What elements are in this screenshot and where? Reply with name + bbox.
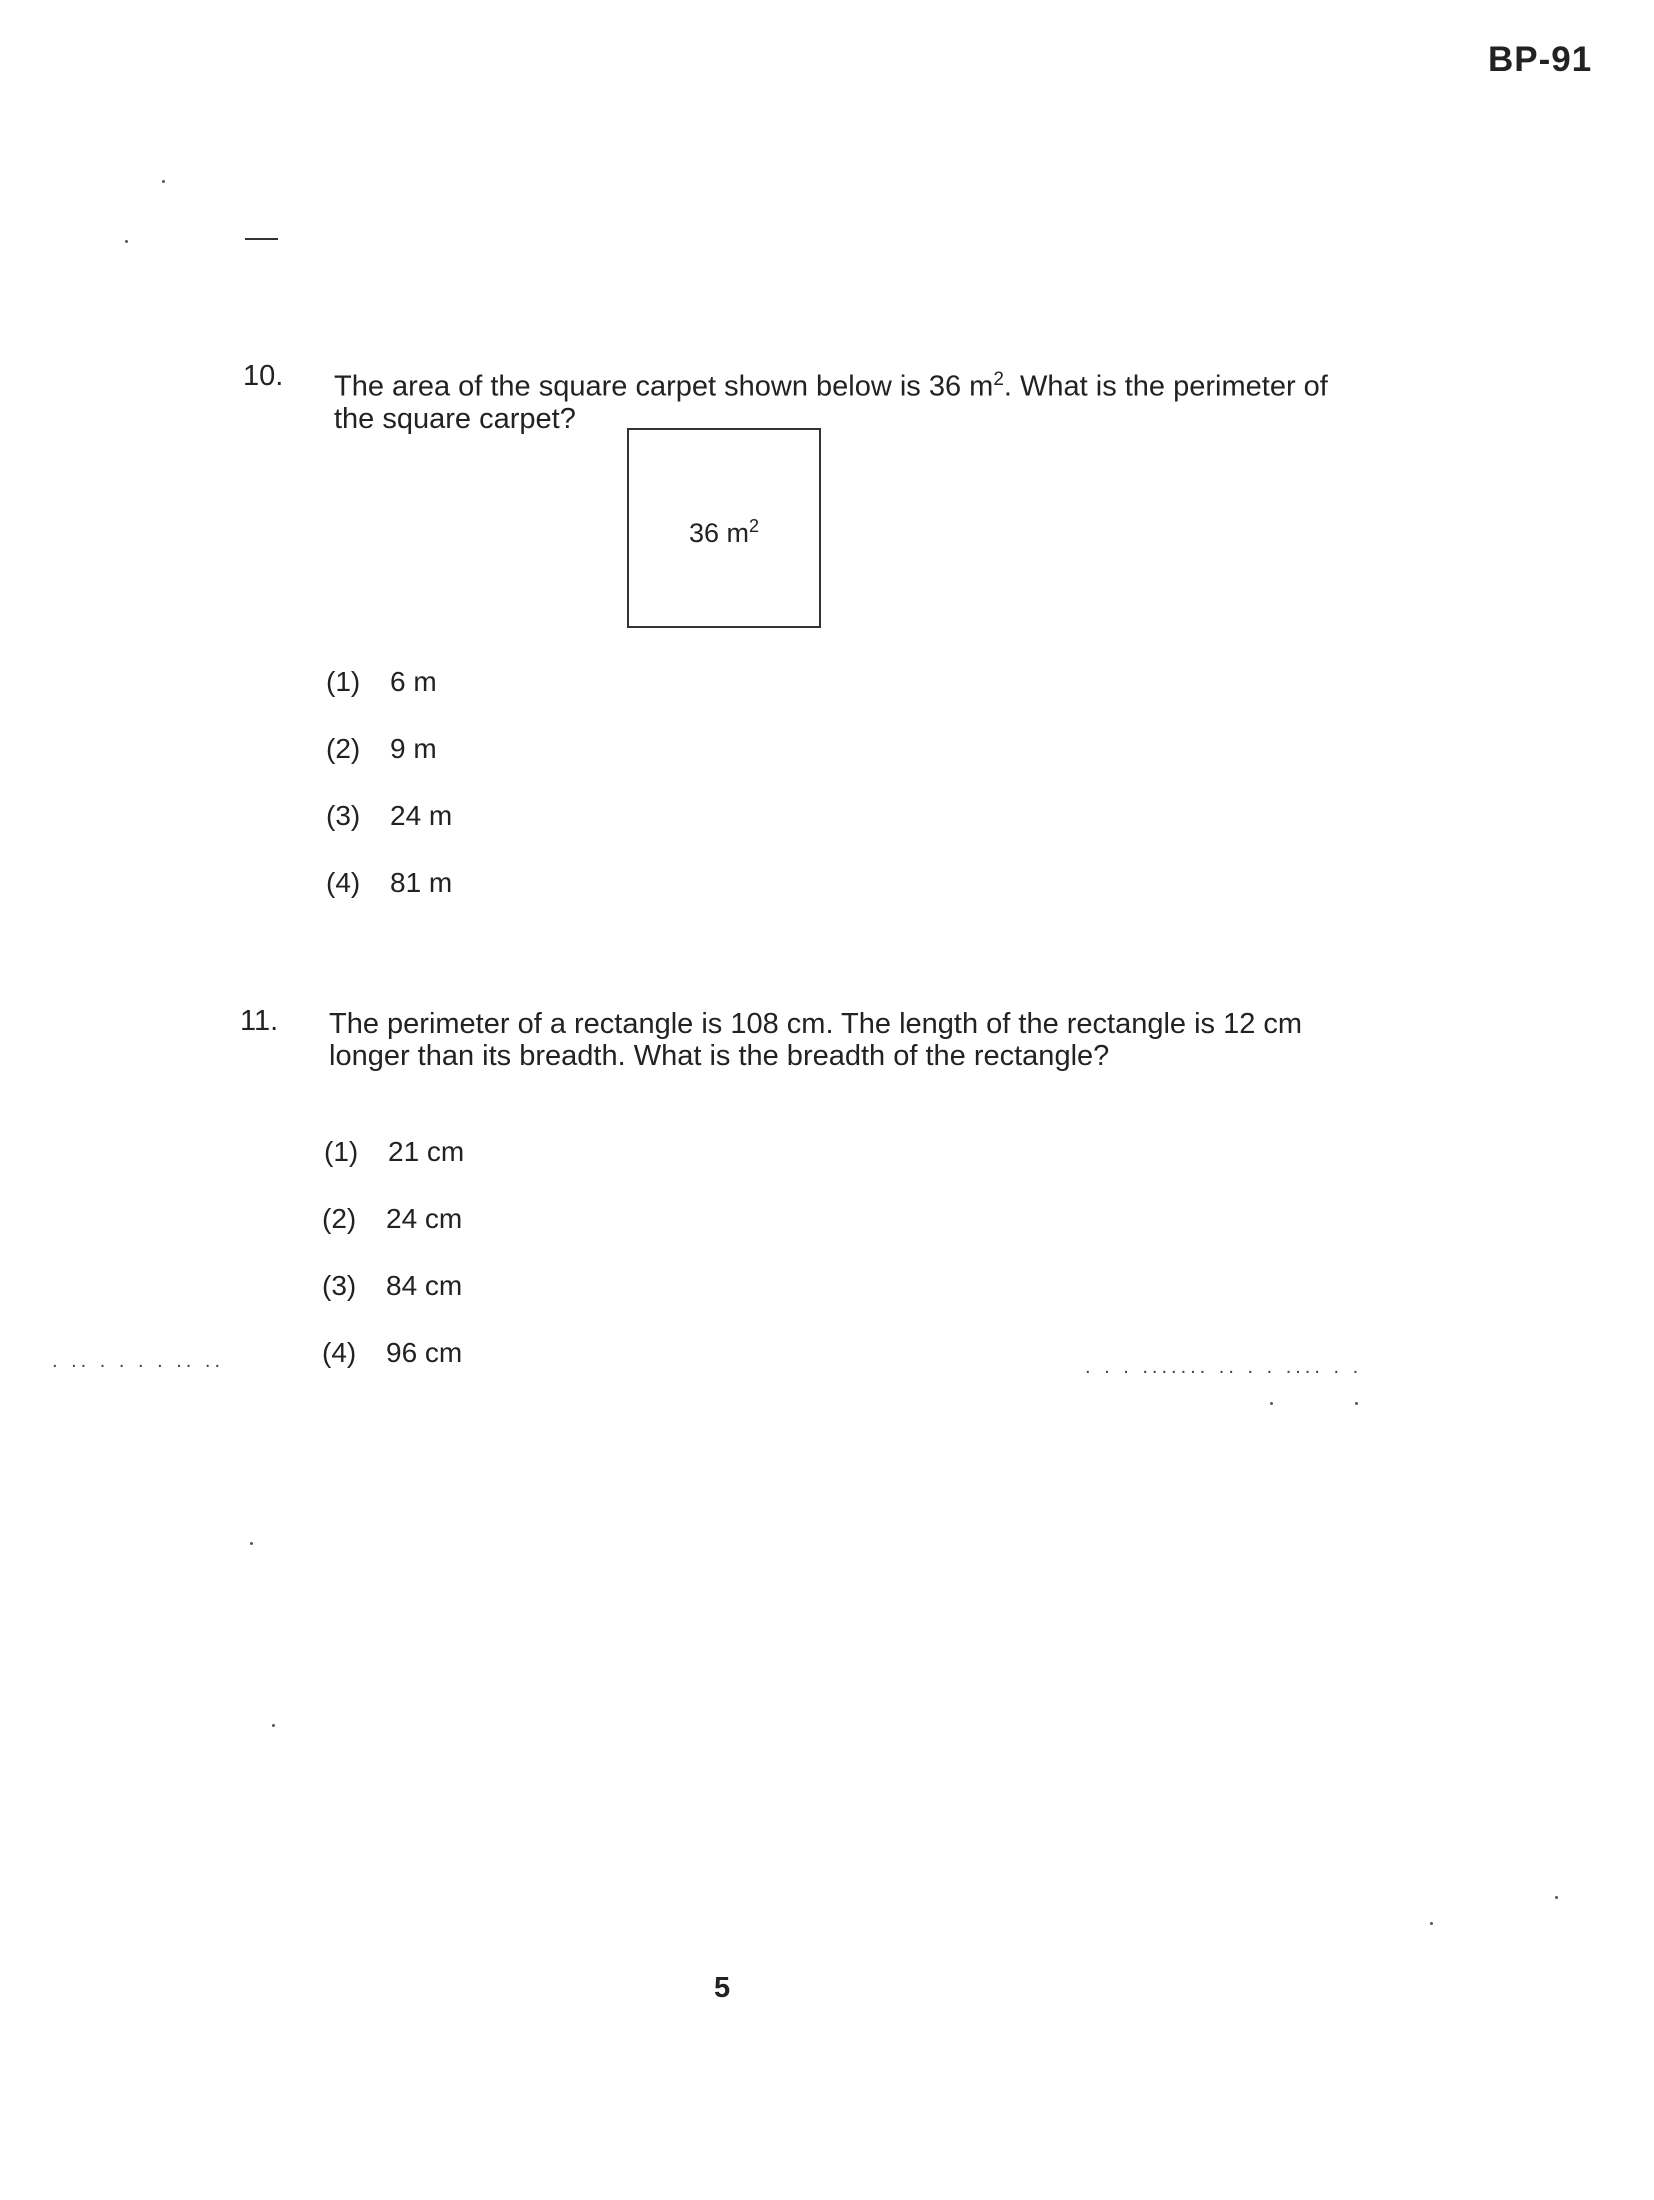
question-11-option-4[interactable]	[322, 1337, 462, 1369]
scan-speck	[250, 1542, 253, 1545]
scan-speck	[1555, 1896, 1558, 1899]
option-value: 9 m	[390, 733, 437, 764]
question-10-option-3[interactable]	[326, 800, 452, 832]
option-label: (4)	[322, 1337, 357, 1368]
question-11-option-2[interactable]	[322, 1203, 462, 1235]
dash-mark	[245, 238, 278, 240]
question-10-option-4[interactable]	[326, 867, 452, 899]
option-value: 24 m	[390, 800, 453, 831]
question-11-line-2: longer than its breadth. What is the breadth of the rectangle?	[329, 1040, 1110, 1072]
question-10-text	[334, 364, 1414, 435]
question-10-number: 10.	[243, 360, 284, 392]
page-code: BP-91	[1488, 40, 1593, 79]
option-label: (2)	[322, 1203, 357, 1234]
scan-speck	[1355, 1402, 1358, 1405]
page-number: 5	[714, 1972, 731, 2004]
carpet-area-superscript: 2	[749, 516, 760, 536]
carpet-area-value: 36 m	[688, 518, 749, 548]
square-carpet-figure	[627, 428, 821, 628]
scan-speck	[1430, 1922, 1433, 1925]
question-10-text-end: . What is the perimeter of	[1003, 370, 1328, 403]
scan-speck	[162, 180, 165, 183]
option-label: (1)	[324, 1136, 359, 1167]
question-11-text	[329, 1008, 1409, 1072]
question-10-text-start: The area of the square carpet shown below is 36 m	[334, 370, 994, 403]
question-11-number: 11.	[240, 1005, 279, 1037]
option-value: 24 cm	[386, 1203, 463, 1234]
option-label: (4)	[326, 867, 361, 898]
question-11-line-1: The perimeter of a rectangle is 108 cm. The length of the rectangle is 12 cm	[329, 1008, 1303, 1040]
scan-speck	[1270, 1402, 1273, 1405]
option-value: 84 cm	[386, 1270, 463, 1301]
carpet-area-label	[629, 516, 819, 549]
question-10-line-2: the square carpet?	[334, 402, 576, 435]
option-label: (3)	[322, 1270, 357, 1301]
option-value: 96 cm	[386, 1337, 463, 1368]
question-11-option-1[interactable]	[324, 1136, 464, 1168]
question-11-option-3[interactable]	[322, 1270, 462, 1302]
option-value: 21 cm	[388, 1136, 465, 1167]
question-10-superscript: 2	[993, 369, 1004, 390]
question-10-line-1	[334, 364, 1414, 403]
option-value: 81 m	[390, 867, 453, 898]
scan-speck	[125, 240, 128, 243]
scan-noise-dots-right: . . . ....... .. . . .... . .	[1085, 1356, 1363, 1378]
scan-noise-dots-left: . .. . . . . .. ..	[52, 1350, 225, 1372]
question-10-option-2[interactable]	[326, 733, 437, 765]
option-label: (2)	[326, 733, 361, 764]
scan-speck	[272, 1724, 275, 1727]
option-label: (3)	[326, 800, 361, 831]
option-value: 6 m	[390, 666, 437, 697]
option-label: (1)	[326, 666, 361, 697]
question-10-option-1[interactable]	[326, 666, 437, 698]
